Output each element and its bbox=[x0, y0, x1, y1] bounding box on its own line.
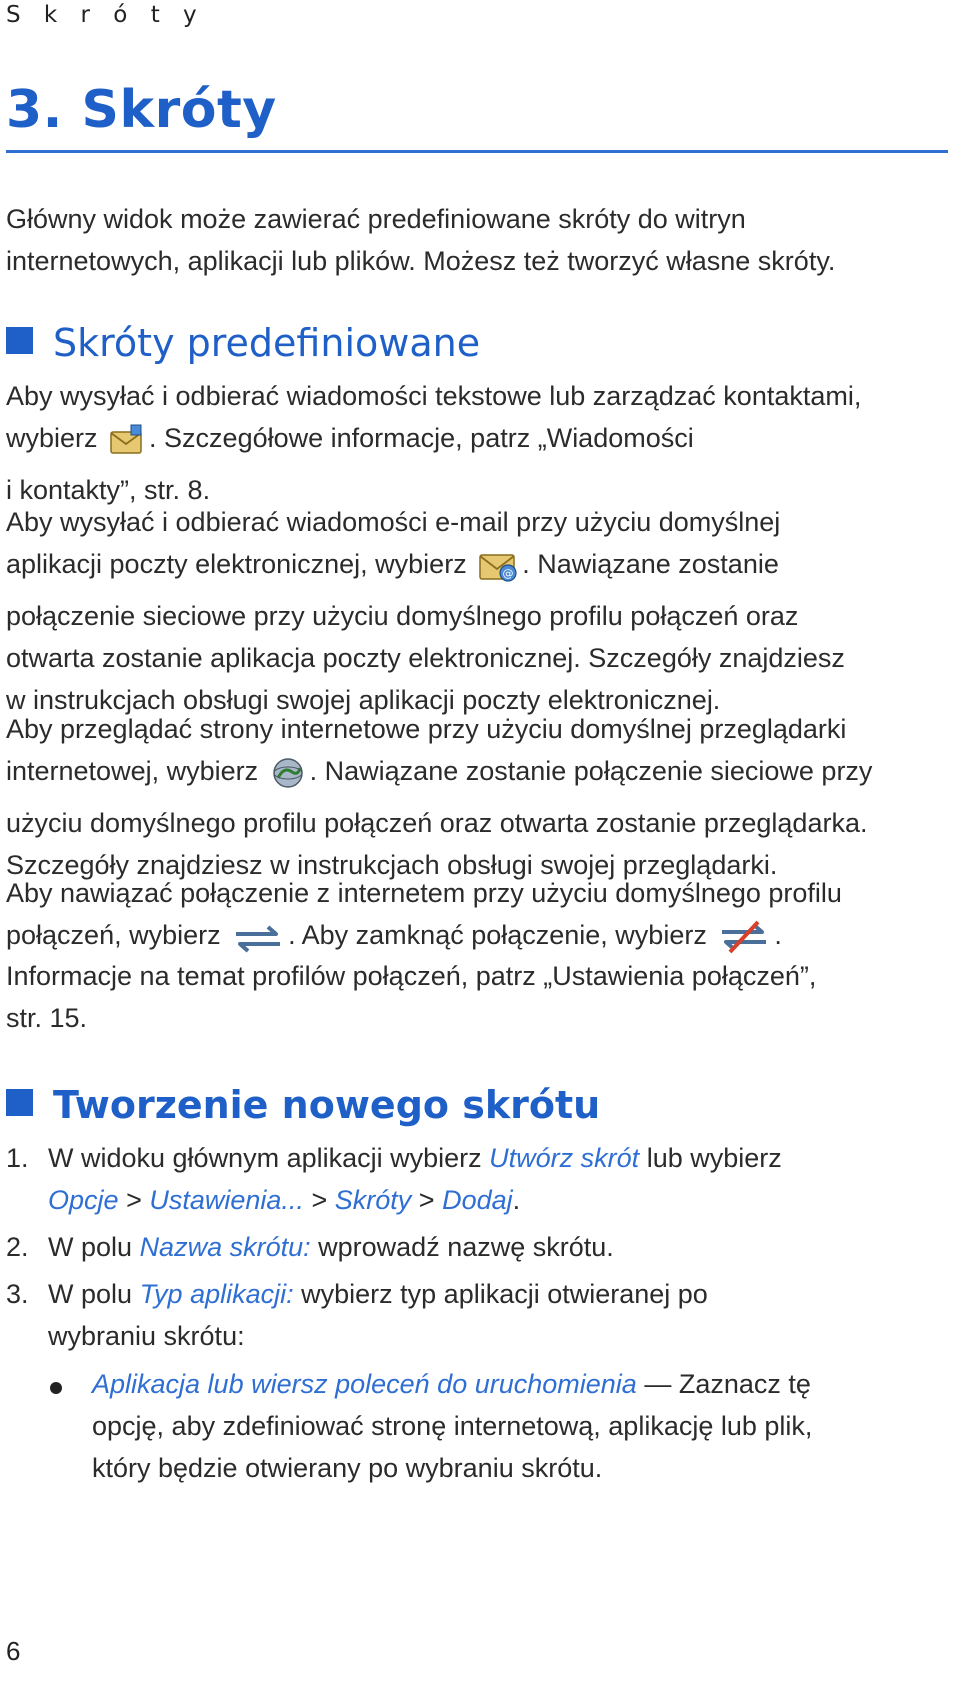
section-heading-text: Skróty predefiniowane bbox=[53, 321, 481, 365]
section-heading-new-shortcut bbox=[6, 1082, 600, 1128]
email-envelope-icon bbox=[478, 549, 518, 595]
step-2: 2. W polu Nazwa skrótu: wprowadź nazwę skrótu. bbox=[6, 1226, 948, 1268]
text-line: i kontakty”, str. 8. bbox=[6, 475, 211, 505]
paragraph-messages bbox=[6, 375, 948, 511]
text-line: str. 15. bbox=[6, 1003, 88, 1033]
step-1: 1. W widoku głównym aplikacji wybierz Utwórz skrót lub wybierz Opcje > Ustawienia... > Skróty > Dodaj. bbox=[6, 1137, 948, 1221]
intro-line: Główny widok może zawierać predefiniowane skróty do witryn bbox=[6, 204, 746, 234]
text-line: połączenie sieciowe przy użyciu domyślnego profilu połączeń oraz bbox=[6, 601, 799, 631]
paragraph-browser bbox=[6, 708, 948, 886]
text-line: Aby przeglądać strony internetowe przy użyciu domyślnej przeglądarki bbox=[6, 714, 847, 744]
ui-term-app-or-command: Aplikacja lub wiersz poleceń do uruchomienia bbox=[92, 1369, 637, 1399]
paragraph-connection bbox=[6, 872, 948, 966]
paragraph-profiles-reference bbox=[6, 955, 948, 1039]
ui-term-app-type: Typ aplikacji: bbox=[139, 1279, 294, 1309]
text-line: Informacje na temat profilów połączeń, patrz „Ustawienia połączeń”, bbox=[6, 961, 817, 991]
text-line: Aby wysyłać i odbierać wiadomości e-mail przy użyciu domyślnej bbox=[6, 507, 781, 537]
section-square-marker bbox=[6, 327, 33, 354]
ui-term-create-shortcut: Utwórz skrót bbox=[489, 1143, 640, 1173]
chapter-title: 3. Skróty bbox=[6, 80, 277, 140]
section-heading-text: Tworzenie nowego skrótu bbox=[53, 1083, 601, 1127]
text-line: wybierz . Szczegółowe informacje, patrz „Wiadomości bbox=[6, 417, 948, 469]
paragraph-email bbox=[6, 501, 948, 721]
text-line: Aby nawiązać połączenie z internetem przy użyciu domyślnego profilu bbox=[6, 878, 842, 908]
intro-paragraph bbox=[6, 198, 948, 282]
title-rule bbox=[6, 150, 948, 153]
step-3: 3. W polu Typ aplikacji: wybierz typ aplikacji otwieranej po wybraniu skrótu: bbox=[6, 1273, 948, 1357]
page-number: 6 bbox=[6, 1636, 21, 1666]
browser-globe-icon bbox=[270, 756, 306, 802]
step-number: 3. bbox=[6, 1279, 29, 1309]
bullet-item: Aplikacja lub wiersz poleceń do uruchomienia — Zaznacz tę opcję, aby zdefiniować stronę internetową, aplikację lub plik, który będzie otwierany po wybraniu skrótu. bbox=[92, 1369, 813, 1483]
intro-line: internetowych, aplikacji lub plików. Możesz też tworzyć własne skróty. bbox=[6, 246, 836, 276]
section-heading-predefined bbox=[6, 320, 480, 366]
running-header: S k r ó t y bbox=[6, 2, 205, 28]
text-line: otwarta zostanie aplikacja poczty elektronicznej. Szczegóły znajdziesz bbox=[6, 643, 845, 673]
ui-term-shortcut-name: Nazwa skrótu: bbox=[139, 1232, 311, 1262]
section-square-marker bbox=[6, 1089, 33, 1116]
text-line: Szczegóły znajdziesz w instrukcjach obsługi swojej przeglądarki. bbox=[6, 850, 778, 880]
svg-text:@: @ bbox=[502, 567, 514, 580]
step-number: 2. bbox=[6, 1232, 29, 1262]
text-line: aplikacji poczty elektronicznej, wybierz @ . Nawiązane zostanie bbox=[6, 543, 948, 595]
text-line: internetowej, wybierz . Nawiązane zostanie połączenie sieciowe przy bbox=[6, 750, 948, 802]
ui-term-add: Dodaj bbox=[442, 1185, 513, 1215]
text-line: w instrukcjach obsługi swojej aplikacji poczty elektronicznej. bbox=[6, 685, 721, 715]
ui-term-options: Opcje bbox=[48, 1185, 119, 1215]
text-line: użyciu domyślnego profilu połączeń oraz otwarta zostanie przeglądarka. bbox=[6, 808, 868, 838]
text-line: Aby wysyłać i odbierać wiadomości tekstowe lub zarządzać kontaktami, bbox=[6, 381, 862, 411]
step-number: 1. bbox=[6, 1143, 29, 1173]
ui-term-settings: Ustawienia... bbox=[149, 1185, 304, 1215]
bullet-marker bbox=[50, 1382, 62, 1394]
messages-envelope-icon bbox=[109, 423, 145, 469]
ui-term-shortcuts: Skróty bbox=[334, 1185, 412, 1215]
text-line: połączeń, wybierz . Aby zamknąć połączenie, wybierz . bbox=[6, 914, 948, 966]
